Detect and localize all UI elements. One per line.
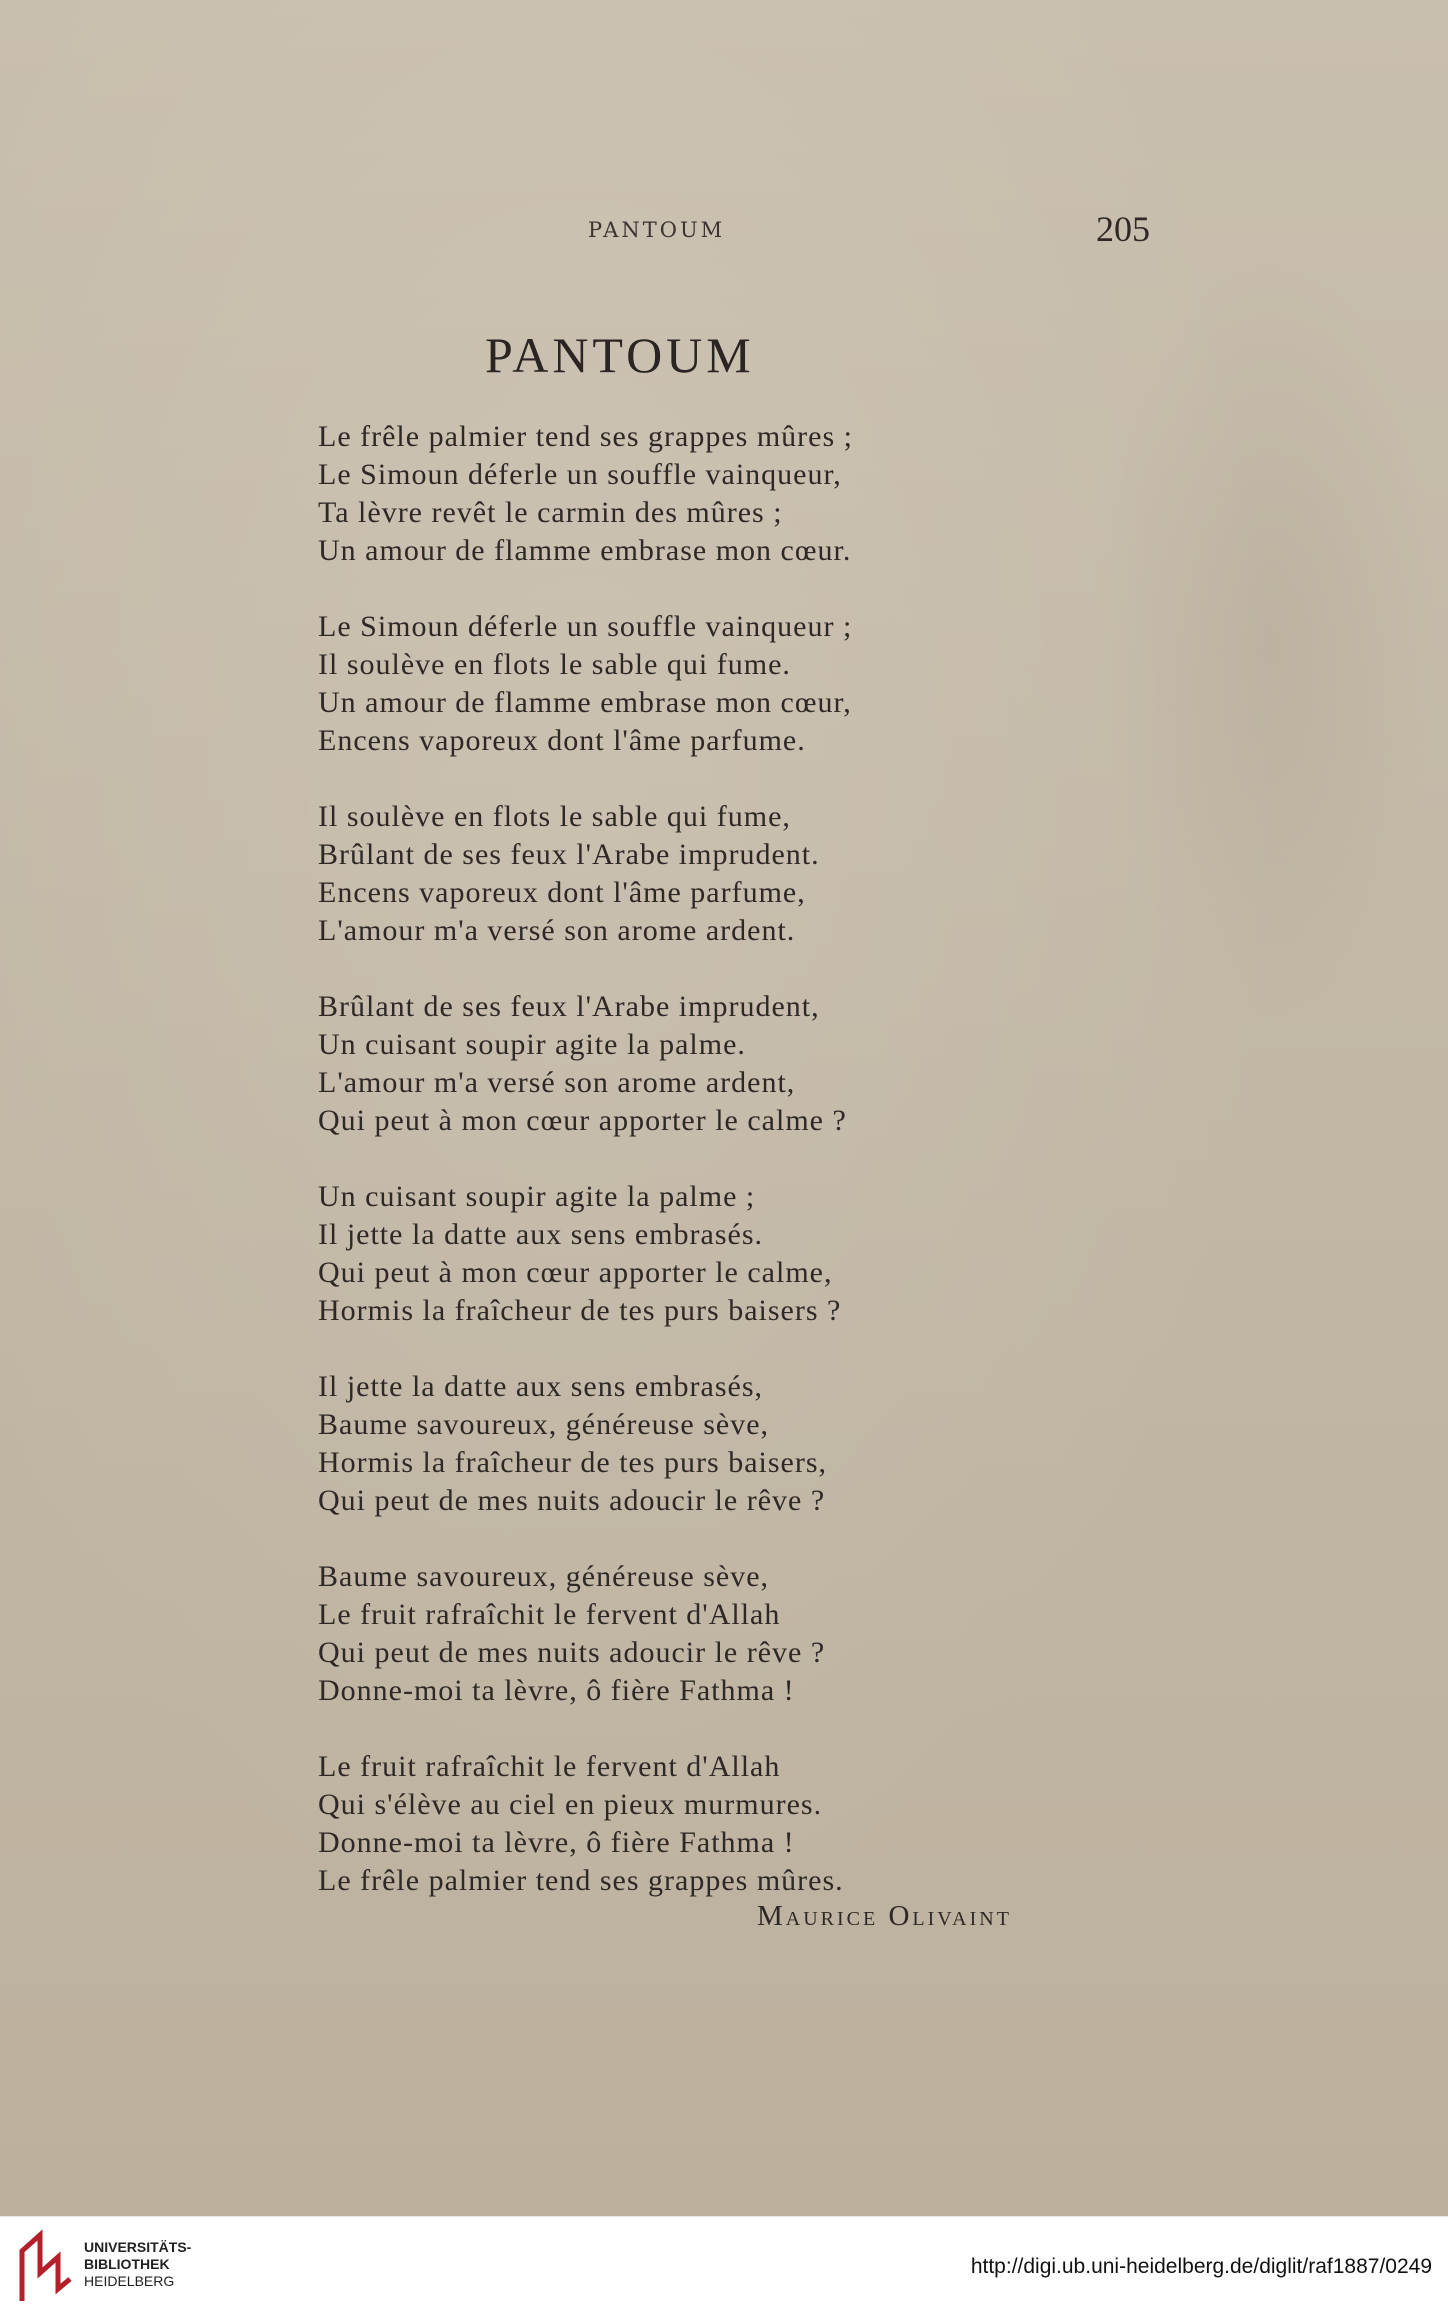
poem-line: Baume savoureux, généreuse sève,: [318, 1560, 770, 1593]
poem-line: Le Simoun déferle un souffle vainqueur ;: [318, 610, 853, 643]
library-name-line: HEIDELBERG: [84, 2273, 175, 2289]
poem-line: Un amour de flamme embrase mon cœur.: [318, 534, 852, 567]
poem-line: Un cuisant soupir agite la palme.: [318, 1028, 746, 1061]
poem-line: Qui s'élève au ciel en pieux murmures.: [318, 1788, 823, 1821]
author-signature: Maurice Olivaint: [757, 1900, 1012, 1932]
poem-line: Qui peut de mes nuits adoucir le rêve ?: [318, 1636, 826, 1669]
poem-body: [318, 418, 1078, 1938]
poem-line: Brûlant de ses feux l'Arabe imprudent,: [318, 990, 820, 1023]
poem-line: Donne-moi ta lèvre, ô fière Fathma !: [318, 1674, 795, 1707]
poem-line: L'amour m'a versé son arome ardent.: [318, 914, 796, 947]
digitization-footer: [0, 2216, 1448, 2318]
poem-line: Baume savoureux, généreuse sève,: [318, 1408, 770, 1441]
poem-line: Encens vaporeux dont l'âme parfume.: [318, 724, 806, 757]
poem-line: L'amour m'a versé son arome ardent,: [318, 1066, 796, 1099]
poem-line: Le fruit rafraîchit le fervent d'Allah: [318, 1598, 781, 1631]
poem-line: Donne-moi ta lèvre, ô fière Fathma !: [318, 1826, 795, 1859]
stanza: [318, 1558, 1078, 1710]
stanza: [318, 1748, 1078, 1900]
poem-line: Le frêle palmier tend ses grappes mûres ;: [318, 420, 853, 453]
poem-line: Un amour de flamme embrase mon cœur,: [318, 686, 852, 719]
poem-line: Le Simoun déferle un souffle vainqueur,: [318, 458, 842, 491]
poem-line: Il jette la datte aux sens embrasés.: [318, 1218, 764, 1251]
poem-line: Le frêle palmier tend ses grappes mûres.: [318, 1864, 844, 1897]
show-through-text: [1100, 250, 1440, 1030]
poem-line: Qui peut à mon cœur apporter le calme ?: [318, 1104, 847, 1137]
permalink-url[interactable]: http://digi.ub.uni-heidelberg.de/diglit/raf1887/0249: [970, 2255, 1432, 2278]
poem-line: Il jette la datte aux sens embrasés,: [318, 1370, 764, 1403]
library-name: [84, 2239, 191, 2290]
poem-title: PANTOUM: [485, 327, 755, 383]
poem-line: Encens vaporeux dont l'âme parfume,: [318, 876, 806, 909]
stanza: [318, 1368, 1078, 1520]
stanza: [318, 608, 1078, 760]
stanza: [318, 1178, 1078, 1330]
poem-line: Brûlant de ses feux l'Arabe imprudent.: [318, 838, 820, 871]
poem-line: Il soulève en flots le sable qui fume,: [318, 800, 791, 833]
library-name-line: UNIVERSITÄTS-: [84, 2239, 192, 2255]
stanza: [318, 418, 1078, 570]
running-head: PANTOUM: [588, 218, 726, 242]
poem-line: Hormis la fraîcheur de tes purs baisers,: [318, 1446, 828, 1479]
poem-line: Un cuisant soupir agite la palme ;: [318, 1180, 756, 1213]
poem-line: Le fruit rafraîchit le fervent d'Allah: [318, 1750, 781, 1783]
library-name-line: BIBLIOTHEK: [84, 2256, 170, 2272]
stanza: [318, 798, 1078, 950]
poem-line: Qui peut à mon cœur apporter le calme,: [318, 1256, 833, 1289]
poem-line: Il soulève en flots le sable qui fume.: [318, 648, 791, 681]
page-number: 205: [1096, 209, 1150, 249]
poem-line: Hormis la fraîcheur de tes purs baisers ?: [318, 1294, 842, 1327]
poem-line: Qui peut de mes nuits adoucir le rêve ?: [318, 1484, 826, 1517]
university-logo-icon: [14, 2229, 76, 2305]
poem-line: Ta lèvre revêt le carmin des mûres ;: [318, 496, 783, 529]
stanza: [318, 988, 1078, 1140]
